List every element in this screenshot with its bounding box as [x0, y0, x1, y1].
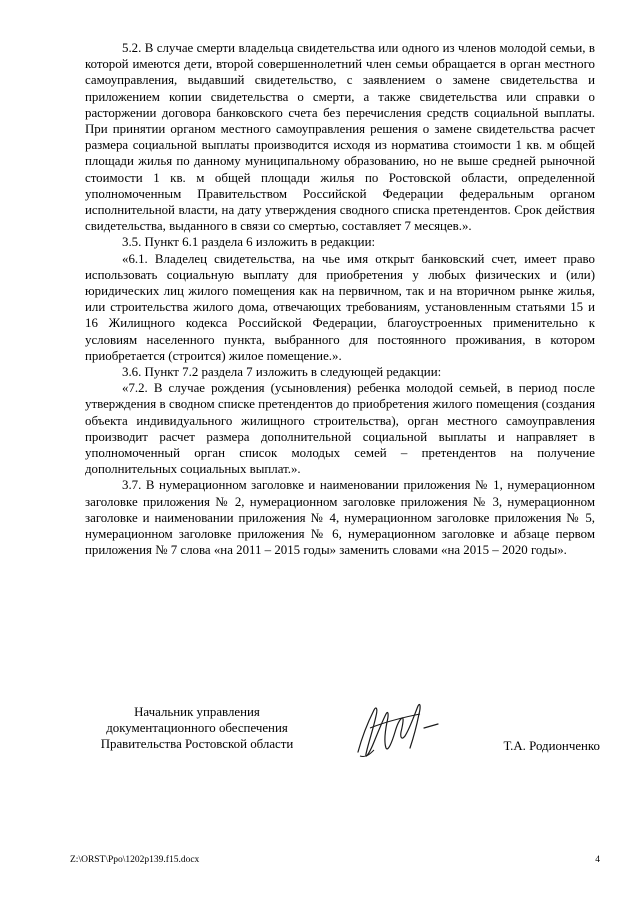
paragraph-5-2: 5.2. В случае смерти владельца свидетельства или одного из членов молодой семьи, в которой имеются дети, второй совершеннолетний член семьи обращается в орган местного самоуправления, выдавший свидетельство, с заявлением о замене свидетельства и приложением копии свидетельства о смерти, а также свидетельства или справки о расторжении договора банковского счета без перечисления средств социальной выплаты. При принятии органом местного самоуправления решения о замене свидетельства расчет размера социальной выплаты производится исходя из норматива стоимости 1 кв. м общей площади жилья по данному муниципальному образованию, но не выше средней рыночной стоимости 1 кв. м общей площади жилья по Ростовской области, определенной уполномоченным Правительством Российской Федерации федеральным органом исполнительной власти, на дату утверждения сводного списка претендентов. Срок действия свидетельства, выданного в связи со смертью, составляет 7 месяцев.».: [85, 41, 595, 234]
document-body: [85, 40, 595, 559]
paragraph-6-1: «6.1. Владелец свидетельства, на чье имя открыт банковский счет, имеет право использовать социальную выплату для приобретения у любых физических и (или) юридических лиц жилого помещения как на первичном, так и на вторичном рынке жилья, или строительства жилого дома, отвечающих требованиям, установленным статьями 15 и 16 Жилищного кодекса Российской Федерации, благоустроенных применительно к условиям населенного пункта, выбранного для постоянного проживания, в котором приобретается (строится) жилое помещение.».: [85, 251, 595, 363]
signatory-name: Т.А. Родионченко: [503, 739, 600, 753]
position-line-3: Правительства Ростовской области: [100, 737, 294, 752]
page-number: 4: [595, 855, 600, 865]
paragraph-3-5: 3.5. Пункт 6.1 раздела 6 изложить в редакции:: [122, 235, 376, 250]
paragraph-7-2: «7.2. В случае рождения (усыновления) ребенка молодой семьей, в период после утверждения в сводном списке претендентов до приобретения жилого помещения (создания объекта индивидуального жилищного строительства), орган местного самоуправления производит расчет размера дополнительной социальной выплаты и направляет в уполномоченный орган список молодых семей – претендентов на получение дополнительных социальных выплат.».: [85, 381, 595, 477]
paragraph-3-7: 3.7. В нумерационном заголовке и наименовании приложения № 1, нумерационном заголовке приложения № 2, нумерационном заголовке приложения № 3, нумерационном заголовке и наименовании приложения № 4, нумерационном заголовке приложения № 5, нумерационном заголовке приложения № 6, нумерационном заголовке и абзаце первом приложения № 7 слова «на 2011 – 2015 годы» заменить словами «на 2015 – 2020 годы».: [85, 478, 595, 558]
position-line-1: Начальник управления: [134, 705, 260, 719]
position-line-2: документационного обеспечения: [106, 721, 288, 736]
signatory-position: [72, 704, 322, 753]
signature-block: [72, 704, 632, 784]
file-path: Z:\ORST\Ppo\1202p139.f15.docx: [70, 855, 200, 865]
handwritten-signature: [340, 692, 450, 772]
paragraph-3-6: 3.6. Пункт 7.2 раздела 7 изложить в следующей редакции:: [122, 365, 442, 380]
